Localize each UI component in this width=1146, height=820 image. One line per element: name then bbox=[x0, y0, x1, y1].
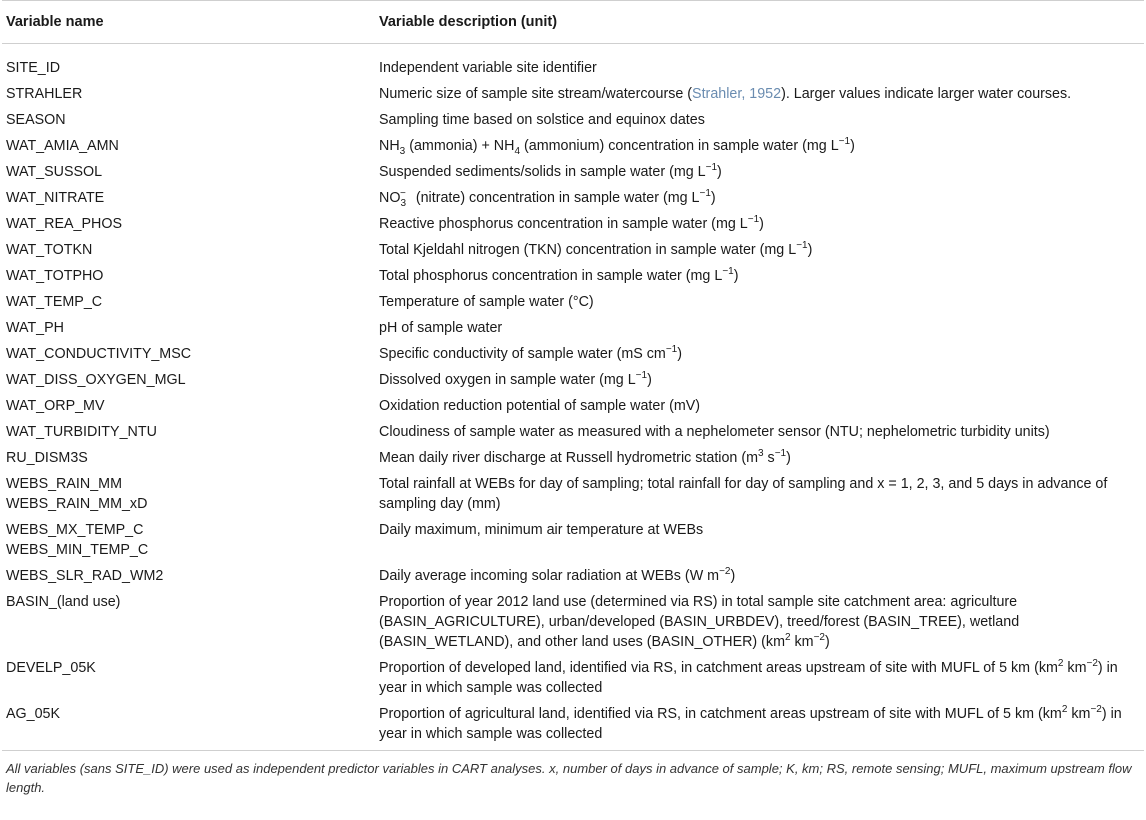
table-header bbox=[2, 1, 1144, 44]
variable-description: Total rainfall at WEBs for day of sampling; total rainfall for day of sampling and x = 1, 2, 3, and 5 days in advance of sampling day (mm) bbox=[379, 476, 1108, 512]
variable-description: Temperature of sample water (°C) bbox=[379, 294, 594, 310]
variable-description: Independent variable site identifier bbox=[379, 60, 597, 76]
header-variable-name: Variable name bbox=[2, 1, 375, 44]
table-row bbox=[2, 589, 1144, 655]
variable-description: pH of sample water bbox=[379, 320, 503, 336]
variable-name: DEVELP_05K bbox=[6, 660, 96, 676]
table-row bbox=[2, 133, 1144, 159]
variables-table bbox=[2, 0, 1144, 751]
variable-name: WAT_AMIA_AMN bbox=[6, 138, 119, 154]
variable-name: WAT_CONDUCTIVITY_MSC bbox=[6, 346, 192, 362]
table-row bbox=[2, 263, 1144, 289]
variable-name: SEASON bbox=[6, 112, 66, 128]
table-row bbox=[2, 315, 1144, 341]
variable-description: $NO_3^-$ (nitrate) concentration in sample water (mg $L^{-1}$) bbox=[379, 188, 716, 209]
header-variable-description: Variable description (unit) bbox=[375, 1, 1144, 44]
table-body bbox=[2, 44, 1144, 751]
variable-description: Dissolved oxygen in sample water (mg $L^{-1}$) bbox=[379, 370, 652, 388]
variable-name: WEBS_SLR_RAD_WM2 bbox=[6, 568, 164, 584]
variable-name: SITE_ID bbox=[6, 60, 61, 76]
variable-name: WAT_TEMP_C bbox=[6, 294, 103, 310]
table-row bbox=[2, 419, 1144, 445]
variable-description: Proportion of year 2012 land use (determined via RS) in total sample site catchment area: agriculture (BASIN_AGRICULTURE), urban/developed (BASIN_URBDEV), treed/forest (BASIN_TREE), wetland (BASIN_WETLAND), and other land uses (BASIN_OTHER) ($km^2$ $km^{-2}$) bbox=[379, 594, 1020, 650]
table-row bbox=[2, 393, 1144, 419]
variable-description: Total phosphorus concentration in sample water (mg $L^{-1}$) bbox=[379, 266, 739, 284]
table-row bbox=[2, 701, 1144, 751]
variable-name: WAT_TOTPHO bbox=[6, 268, 104, 284]
variable-description: Proportion of agricultural land, identified via RS, in catchment areas upstream of site with MUFL of 5 km ($km^2$ $km^{-2}$) in year in which sample was collected bbox=[379, 704, 1122, 742]
citation-link[interactable]: Strahler, 1952 bbox=[692, 86, 782, 102]
variable-name: WAT_SUSSOL bbox=[6, 164, 103, 180]
variable-description: Suspended sediments/solids in sample water (mg $L^{-1}$) bbox=[379, 162, 722, 180]
table-row bbox=[2, 237, 1144, 263]
variable-name: WAT_TURBIDITY_NTU bbox=[6, 424, 157, 440]
table-row bbox=[2, 159, 1144, 185]
table-row bbox=[2, 289, 1144, 315]
table-row bbox=[2, 563, 1144, 589]
variable-description: Cloudiness of sample water as measured with a nephelometer sensor (NTU; nephelometric turbidity units) bbox=[379, 424, 1050, 440]
table-row bbox=[2, 445, 1144, 471]
variable-name: WAT_REA_PHOS bbox=[6, 216, 122, 232]
variable-description: Proportion of developed land, identified via RS, in catchment areas upstream of site with MUFL of 5 km ($km^2$ $km^{-2}$) in year in which sample was collected bbox=[379, 658, 1118, 696]
variable-description: $NH_3$ (ammonia) + $NH_4$ (ammonium) concentration in sample water (mg $L^{-1}$) bbox=[379, 136, 855, 157]
table-row bbox=[2, 341, 1144, 367]
table-row bbox=[2, 367, 1144, 393]
variable-name: WAT_PH bbox=[6, 320, 64, 336]
table-row bbox=[2, 185, 1144, 211]
variable-description: Oxidation reduction potential of sample water (mV) bbox=[379, 398, 701, 414]
variable-description: Specific conductivity of sample water (mS $cm^{-1}$) bbox=[379, 344, 682, 362]
table-row bbox=[2, 655, 1144, 701]
table-row bbox=[2, 211, 1144, 237]
variable-name: BASIN_(land use) bbox=[6, 594, 121, 610]
variable-description: Daily maximum, minimum air temperature at WEBs bbox=[379, 522, 704, 538]
variable-name: WEBS_RAIN_MM WEBS_RAIN_MM_xD bbox=[6, 476, 148, 512]
variable-name: WAT_TOTKN bbox=[6, 242, 93, 258]
variable-name: STRAHLER bbox=[6, 86, 83, 102]
variable-description: Numeric size of sample site stream/watercourse (Strahler, 1952). Larger values indicate larger water courses. bbox=[379, 86, 1072, 102]
table-row bbox=[2, 471, 1144, 517]
table-row bbox=[2, 44, 1144, 82]
table-row bbox=[2, 517, 1144, 563]
variable-name: RU_DISM3S bbox=[6, 450, 88, 466]
variable-name: WAT_DISS_OXYGEN_MGL bbox=[6, 372, 186, 388]
variable-description: Daily average incoming solar radiation at WEBs (W $m^{-2}$) bbox=[379, 566, 736, 584]
variable-name: WAT_NITRATE bbox=[6, 190, 105, 206]
table-row bbox=[2, 107, 1144, 133]
variable-name: WAT_ORP_MV bbox=[6, 398, 105, 414]
variable-name: WEBS_MX_TEMP_C WEBS_MIN_TEMP_C bbox=[6, 522, 149, 558]
table-row bbox=[2, 81, 1144, 107]
table-footnote: All variables (sans SITE_ID) were used as independent predictor variables in CART analyses. x, number of days in advance of sample; K, km; RS, remote sensing; MUFL, maximum upstream flow length. bbox=[6, 761, 1132, 795]
variable-description: Mean daily river discharge at Russell hydrometric station ($m^3$ $s^{-1}$) bbox=[379, 448, 791, 466]
variable-description: Sampling time based on solstice and equinox dates bbox=[379, 112, 705, 128]
variable-description: Total Kjeldahl nitrogen (TKN) concentration in sample water (mg $L^{-1}$) bbox=[379, 240, 813, 258]
variable-name: AG_05K bbox=[6, 706, 61, 722]
variable-description: Reactive phosphorus concentration in sample water (mg $L^{-1}$) bbox=[379, 214, 764, 232]
